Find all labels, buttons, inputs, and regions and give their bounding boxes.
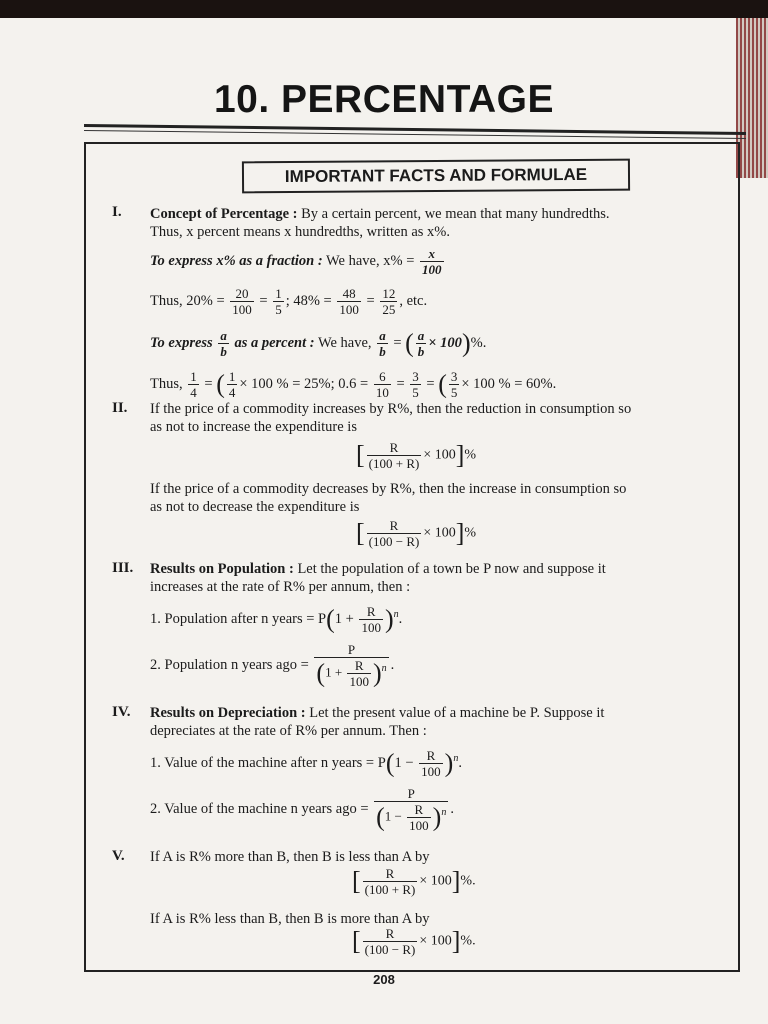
s2-formula1: [ $\frac{R}{(100 + R)}$ × 100]%: [356, 440, 477, 471]
numerator: R: [407, 802, 431, 818]
exponent: n: [381, 663, 387, 675]
s1-text: By a certain percent, we mean that many hundredths.: [301, 206, 610, 222]
one-minus: 1 −: [384, 808, 402, 824]
denominator: (100 − R): [364, 942, 416, 957]
fraction: [230, 286, 254, 317]
s4-line1: [150, 704, 744, 722]
fraction: [314, 642, 388, 689]
s3-title: Results on Population :: [150, 561, 294, 577]
denominator: 5: [275, 302, 282, 317]
section-number: IV.: [112, 704, 131, 720]
fraction: [420, 246, 444, 277]
numerator: 1: [190, 369, 197, 384]
s4-item1-text: 1. Value of the machine after n years = P: [150, 754, 386, 771]
numerator: a: [417, 328, 425, 343]
section-number: III.: [112, 560, 134, 576]
denominator: b: [379, 344, 386, 359]
numerator: 20: [230, 286, 254, 302]
numerator: 3: [412, 369, 419, 384]
fraction: [449, 369, 460, 400]
fraction: [410, 369, 421, 400]
numerator: R: [363, 866, 418, 882]
ex1-mid: ; 48% =: [285, 292, 332, 309]
fraction: [367, 518, 422, 549]
fraction: [407, 802, 431, 833]
s3-item1-text: 1. Population after n years = P: [150, 610, 327, 627]
s3-item2: 2. Population n years ago = P (1 + $\frac{R}{100}$ )$^n$ .: [150, 642, 395, 689]
fraction: [227, 369, 238, 400]
numerator: 1: [275, 286, 282, 301]
denominator: (1 + $\frac{R}{100}$ )$^n$: [316, 658, 387, 689]
fraction: [218, 328, 229, 359]
numerator: P: [314, 642, 388, 658]
denominator: 100: [409, 818, 429, 833]
denominator: 5: [412, 385, 419, 400]
numerator: 12: [382, 286, 396, 301]
denominator: 100: [349, 674, 369, 689]
s1-percent-rule: To express $\frac{a}{b}$ as a percent : We have, $\frac{a}{b}$ = ( $\frac{a}{b}$ × 100)%.: [150, 328, 487, 359]
s3-item1: 1. Population after n years = P(1 + $\frac{R}{100}$ )$^n$.: [150, 604, 403, 635]
times-100: × 100: [423, 447, 456, 463]
fraction: [273, 286, 284, 317]
one-plus: 1 +: [334, 610, 354, 627]
s1-example1: Thus, 20% = $\frac{20}{100}$ = $\frac{1}{5}$ ; 48% = $\frac{48}{100}$ = $\frac{12}{25}$ , etc.: [150, 286, 428, 317]
numerator: a: [220, 328, 227, 343]
fraction: [374, 786, 448, 833]
exponent: n: [393, 609, 399, 620]
numerator: a: [379, 328, 386, 343]
s4-line2: depreciates at the rate of R% per annum. Then :: [150, 723, 427, 739]
s5-line1: If A is R% more than B, then B is less than A by: [150, 849, 430, 865]
numerator: 6: [374, 369, 391, 385]
percent-sign: %: [464, 447, 477, 463]
denominator: 25: [382, 302, 396, 317]
numerator: R: [419, 748, 443, 764]
numerator: 3: [450, 369, 458, 384]
times-100: × 100: [428, 334, 462, 351]
times-100: × 100: [419, 933, 452, 949]
s1-fraction-text: We have, x% =: [326, 252, 415, 269]
page-number: 208: [373, 972, 395, 987]
fraction: [374, 369, 391, 400]
numerator: R: [347, 658, 371, 674]
section-number: II.: [112, 400, 128, 416]
s5-formula2: [ $\frac{R}{(100 - R)}$ × 100]%.: [352, 926, 476, 957]
denominator: 100: [339, 302, 359, 317]
ex2-mid: × 100 % = 25%; 0.6 =: [239, 375, 369, 392]
s4-title: Results on Depreciation :: [150, 705, 306, 721]
s1-example2: Thus, $\frac{1}{4}$ = ( $\frac{1}{4}$ × 100 % = 25%; 0.6 = $\frac{6}{10}$ = $\frac{3}{5}$ = ( $\frac{3}{5}$ × 100 % = 60%.: [150, 369, 557, 400]
s3-line1: [150, 560, 744, 578]
denominator: 100: [421, 764, 441, 779]
fraction: [416, 328, 427, 359]
section-heading: IMPORTANT FACTS AND FORMULAE: [242, 159, 630, 194]
exponent: n: [441, 807, 447, 819]
s1-title: Concept of Percentage :: [150, 206, 298, 222]
fraction: [380, 286, 397, 317]
denominator: 100: [232, 302, 252, 317]
exponent: n: [453, 753, 459, 764]
s5-formula1: [ $\frac{R}{(100 + R)}$ × 100]%.: [352, 866, 476, 897]
s3-text: Let the population of a town be P now and suppose it: [297, 561, 606, 577]
s1-line1: [150, 205, 744, 223]
fraction: [363, 866, 418, 897]
denominator: 4: [228, 385, 236, 400]
s4-item2: 2. Value of the machine n years ago = P (1 − $\frac{R}{100}$ )$^n$ .: [150, 786, 454, 833]
denominator: b: [417, 344, 425, 359]
chapter-title: 10. PERCENTAGE: [213, 78, 555, 121]
denominator: (100 + R): [368, 456, 420, 471]
numerator: R: [367, 440, 422, 456]
s1-fraction-rule: [150, 246, 744, 277]
s2-line4: as not to decrease the expenditure is: [150, 499, 360, 515]
numerator: R: [363, 926, 418, 942]
s4-item1: 1. Value of the machine after n years = P(1 − $\frac{R}{100}$ )$^n$.: [150, 748, 462, 779]
denominator: (100 + R): [364, 882, 416, 897]
numerator: R: [367, 518, 422, 534]
s1-line2: Thus, x percent means x hundredths, written as x%.: [150, 224, 450, 240]
fraction: [367, 440, 422, 471]
s3-item2-text: 2. Population n years ago =: [150, 656, 309, 673]
denominator: 4: [190, 385, 197, 400]
section-number: V.: [112, 848, 125, 864]
fraction: [377, 328, 388, 359]
s1-percent-text: We have,: [317, 334, 372, 351]
s2-line2: as not to increase the expenditure is: [150, 419, 357, 435]
percent-sign: %: [464, 525, 477, 541]
percent-sign: %.: [460, 873, 476, 889]
denominator: 5: [450, 385, 458, 400]
numerator: R: [359, 604, 383, 620]
fraction: [347, 658, 371, 689]
s1-fraction-lead: To express x% as a fraction :: [150, 252, 323, 269]
times-100: × 100: [419, 873, 452, 889]
numerator: x: [420, 246, 444, 262]
s2-formula2: [ $\frac{R}{(100 - R)}$ × 100]%: [356, 518, 477, 549]
fraction: [359, 604, 383, 635]
one-plus: 1 +: [325, 664, 343, 680]
ex2-lead: Thus,: [150, 375, 183, 392]
denominator: b: [220, 344, 227, 359]
percent-sign: %.: [460, 933, 476, 949]
times-100: × 100: [423, 525, 456, 541]
fraction: [363, 926, 418, 957]
numerator: P: [374, 786, 448, 802]
numerator: 1: [228, 369, 236, 384]
denominator: 100: [422, 262, 442, 277]
ex2-end: × 100 % = 60%.: [461, 375, 557, 392]
denominator: (100 − R): [368, 534, 420, 549]
denominator: (1 − $\frac{R}{100}$ )$^n$: [376, 802, 447, 833]
denominator: 100: [361, 620, 381, 635]
s4-text: Let the present value of a machine be P. Suppose it: [309, 705, 605, 721]
s2-line1: If the price of a commodity increases by R%, then the reduction in consumption so: [150, 401, 632, 417]
ex1-lead: Thus, 20% =: [150, 292, 225, 309]
s2-line3: If the price of a commodity decreases by R%, then the increase in consumption so: [150, 481, 627, 497]
s3-line2: increases at the rate of R% per annum, then :: [150, 579, 411, 595]
fraction: [337, 286, 361, 317]
percent-sign: %.: [470, 334, 487, 351]
ex1-end: , etc.: [399, 292, 428, 309]
fraction: [188, 369, 199, 400]
section-number: I.: [112, 204, 122, 220]
s4-item2-text: 2. Value of the machine n years ago =: [150, 800, 369, 817]
numerator: 48: [337, 286, 361, 302]
s5-line2: If A is R% less than B, then B is more than A by: [150, 911, 430, 927]
one-minus: 1 −: [394, 754, 414, 771]
fraction: [419, 748, 443, 779]
denominator: 10: [375, 385, 389, 400]
